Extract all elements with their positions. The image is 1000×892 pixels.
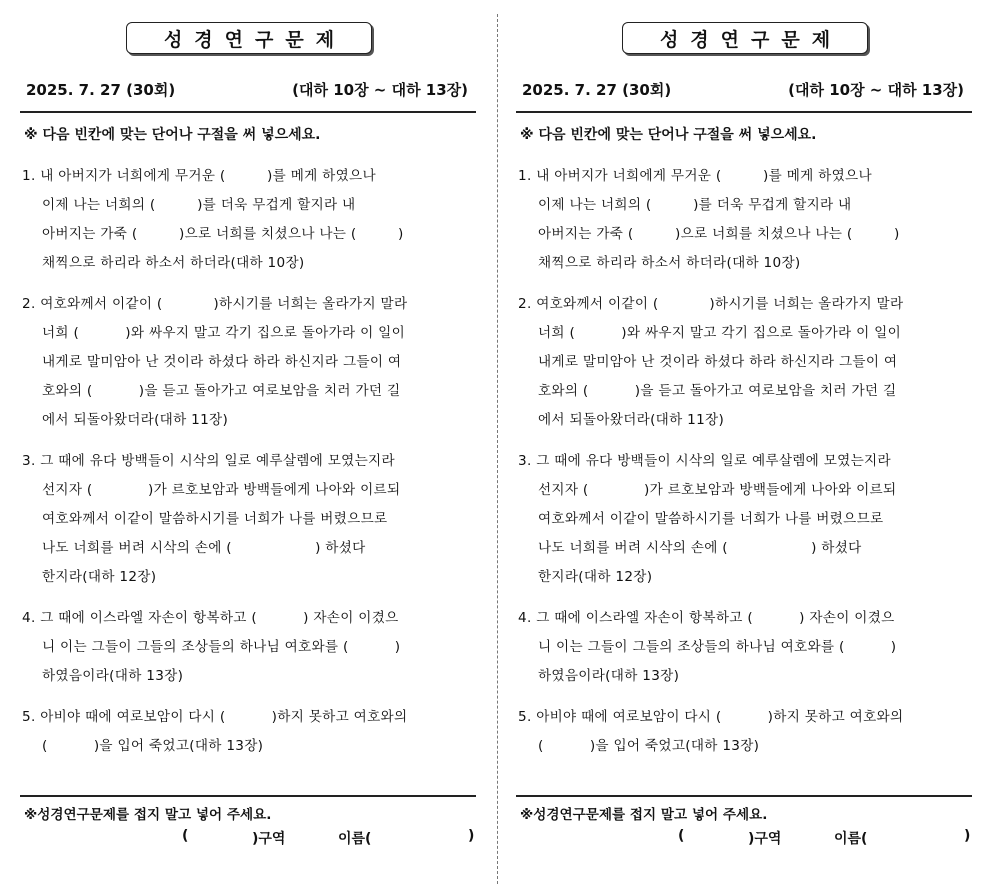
question-line: 너희 ( )와 싸우지 말고 각기 집으로 돌아가라 이 일이	[42, 325, 406, 341]
worksheet-date: 2025. 7. 27 (30회)	[26, 81, 176, 99]
question-line: 채찍으로 하리라 하소서 하더라(대하 10장)	[42, 255, 305, 271]
question-5	[22, 703, 476, 761]
question-line: 4. 그 때에 이스라엘 자손이 항복하고 ( ) 자손이 이겼으	[518, 610, 895, 626]
header-rule	[20, 111, 476, 113]
header-rule	[516, 111, 972, 113]
question-line: 선지자 ( )가 르호보암과 방백들에게 나아와 이르되	[538, 482, 897, 498]
question-line: 이제 나는 너희의 ( )를 더욱 무겁게 할지라 내	[42, 197, 356, 213]
question-1	[22, 162, 476, 278]
question-line: 1. 내 아버지가 너희에게 무거운 ( )를 메게 하였으나	[518, 168, 872, 184]
worksheet-title: 성경연구문제	[622, 22, 868, 54]
question-line: ( )을 입어 죽었고(대하 13장)	[538, 738, 760, 754]
question-5	[518, 703, 972, 761]
name-close: )	[964, 828, 971, 844]
question-line: 아버지는 가죽 ( )으로 너희를 치셨으나 나는 ( )	[42, 226, 404, 242]
question-line: 나도 너희를 버려 시삭의 손에 ( ) 하셨다	[42, 540, 366, 556]
instruction: ※ 다음 빈칸에 맞는 단어나 구절을 써 넣으세요.	[520, 127, 817, 143]
question-line: 너희 ( )와 싸우지 말고 각기 집으로 돌아가라 이 일이	[538, 325, 902, 341]
question-line: 하였음이라(대하 13장)	[538, 668, 680, 684]
question-line: 호와의 ( )을 듣고 돌아가고 여로보암을 치러 가던 길	[538, 383, 897, 399]
question-line: 한지라(대하 12장)	[42, 569, 157, 585]
question-line: 니 이는 그들이 그들의 조상들의 하나님 여호와를 ( )	[538, 639, 897, 655]
worksheet-title: 성경연구문제	[126, 22, 372, 54]
question-line: 에서 되돌아왔더라(대하 11장)	[538, 412, 725, 428]
question-line: 4. 그 때에 이스라엘 자손이 항복하고 ( ) 자손이 이겼으	[22, 610, 399, 626]
question-2	[518, 290, 972, 435]
worksheet-date: 2025. 7. 27 (30회)	[522, 81, 672, 99]
worksheet-left	[16, 0, 476, 892]
question-4	[518, 604, 972, 691]
question-2	[22, 290, 476, 435]
question-line: 호와의 ( )을 듣고 돌아가고 여로보암을 치러 가던 길	[42, 383, 401, 399]
worksheet-right	[512, 0, 972, 892]
question-4	[22, 604, 476, 691]
question-line: 선지자 ( )가 르호보암과 방백들에게 나아와 이르되	[42, 482, 401, 498]
footer-rule	[20, 795, 476, 797]
district-field[interactable]: )구역	[748, 831, 782, 847]
footer-rule	[516, 795, 972, 797]
question-line: 3. 그 때에 유다 방백들이 시삭의 일로 예루살렘에 모였는지라	[518, 453, 891, 469]
question-1	[518, 162, 972, 278]
question-line: 이제 나는 너희의 ( )를 더욱 무겁게 할지라 내	[538, 197, 852, 213]
question-line: 니 이는 그들이 그들의 조상들의 하나님 여호와를 ( )	[42, 639, 401, 655]
question-3	[22, 447, 476, 592]
district-open: (	[182, 828, 189, 844]
question-line: 나도 너희를 버려 시삭의 손에 ( ) 하셨다	[538, 540, 862, 556]
chapter-range: (대하 10장 ~ 대하 13장)	[788, 81, 964, 99]
instruction: ※ 다음 빈칸에 맞는 단어나 구절을 써 넣으세요.	[24, 127, 321, 143]
question-line: 5. 아비야 때에 여로보암이 다시 ( )하지 못하고 여호와의	[22, 709, 408, 725]
district-open: (	[678, 828, 685, 844]
question-line: 1. 내 아버지가 너희에게 무거운 ( )를 메게 하였으나	[22, 168, 376, 184]
question-line: 채찍으로 하리라 하소서 하더라(대하 10장)	[538, 255, 801, 271]
question-line: 2. 여호와께서 이같이 ( )하시기를 너희는 올라가지 말라	[22, 296, 408, 312]
question-line: ( )을 입어 죽었고(대하 13장)	[42, 738, 264, 754]
name-field[interactable]: 이름(	[834, 831, 868, 847]
footnote: ※성경연구문제를 접지 말고 넣어 주세요.	[520, 807, 768, 823]
name-close: )	[468, 828, 475, 844]
question-line: 여호와께서 이같이 말씀하시기를 너희가 나를 버렸으므로	[538, 511, 884, 527]
question-line: 내게로 말미암아 난 것이라 하셨다 하라 하신지라 그들이 여	[538, 354, 898, 370]
question-line: 내게로 말미암아 난 것이라 하셨다 하라 하신지라 그들이 여	[42, 354, 402, 370]
district-field[interactable]: )구역	[252, 831, 286, 847]
question-line: 아버지는 가죽 ( )으로 너희를 치셨으나 나는 ( )	[538, 226, 900, 242]
question-line: 3. 그 때에 유다 방백들이 시삭의 일로 예루살렘에 모였는지라	[22, 453, 395, 469]
question-3	[518, 447, 972, 592]
chapter-range: (대하 10장 ~ 대하 13장)	[292, 81, 468, 99]
question-line: 여호와께서 이같이 말씀하시기를 너희가 나를 버렸으므로	[42, 511, 388, 527]
cut-line	[497, 14, 498, 884]
footnote: ※성경연구문제를 접지 말고 넣어 주세요.	[24, 807, 272, 823]
question-line: 2. 여호와께서 이같이 ( )하시기를 너희는 올라가지 말라	[518, 296, 904, 312]
question-line: 5. 아비야 때에 여로보암이 다시 ( )하지 못하고 여호와의	[518, 709, 904, 725]
question-line: 하였음이라(대하 13장)	[42, 668, 184, 684]
name-field[interactable]: 이름(	[338, 831, 372, 847]
question-line: 에서 되돌아왔더라(대하 11장)	[42, 412, 229, 428]
question-line: 한지라(대하 12장)	[538, 569, 653, 585]
